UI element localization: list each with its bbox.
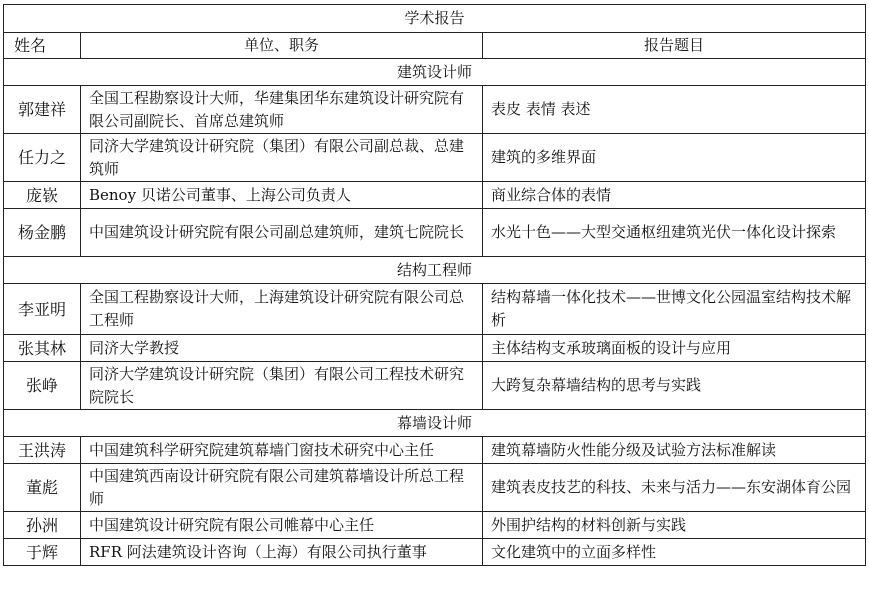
table-title-row bbox=[4, 5, 866, 33]
table-row bbox=[4, 362, 866, 410]
speaker-name: 郭建祥 bbox=[4, 86, 81, 134]
speaker-name: 李亚明 bbox=[4, 284, 81, 335]
table-row bbox=[4, 86, 866, 134]
table-row bbox=[4, 512, 866, 539]
speaker-name: 孙洲 bbox=[4, 512, 81, 539]
speaker-topic: 结构幕墙一体化技术——世博文化公园温室结构技术解析 bbox=[483, 284, 866, 335]
table-row bbox=[4, 464, 866, 512]
header-unit: 单位、职务 bbox=[81, 33, 483, 59]
section-row-structural-engineers bbox=[4, 257, 866, 284]
section-label: 幕墙设计师 bbox=[4, 410, 866, 437]
section-row-architects bbox=[4, 59, 866, 86]
table-row bbox=[4, 284, 866, 335]
table-row bbox=[4, 335, 866, 362]
speaker-topic: 大跨复杂幕墙结构的思考与实践 bbox=[483, 362, 866, 410]
section-row-curtain-wall-designers bbox=[4, 410, 866, 437]
table-row bbox=[4, 209, 866, 257]
speaker-topic: 建筑的多维界面 bbox=[483, 134, 866, 182]
speaker-unit: 全国工程勘察设计大师，上海建筑设计研究院有限公司总工程师 bbox=[81, 284, 483, 335]
report-table-container bbox=[3, 4, 865, 566]
table-row bbox=[4, 539, 866, 566]
section-label: 建筑设计师 bbox=[4, 59, 866, 86]
speaker-name: 杨金鹏 bbox=[4, 209, 81, 257]
header-name: 姓名 bbox=[4, 33, 81, 59]
speaker-unit: 全国工程勘察设计大师，华建集团华东建筑设计研究院有限公司副院长、首席总建筑师 bbox=[81, 86, 483, 134]
speaker-unit: 同济大学建筑设计研究院（集团）有限公司副总裁、总建筑师 bbox=[81, 134, 483, 182]
speaker-topic: 外围护结构的材料创新与实践 bbox=[483, 512, 866, 539]
table-header-row bbox=[4, 33, 866, 59]
academic-report-table bbox=[3, 4, 866, 566]
speaker-unit: 中国建筑设计研究院有限公司副总建筑师，建筑七院院长 bbox=[81, 209, 483, 257]
table-title: 学术报告 bbox=[4, 5, 866, 33]
speaker-name: 王洪涛 bbox=[4, 437, 81, 464]
speaker-unit: 同济大学教授 bbox=[81, 335, 483, 362]
speaker-topic: 建筑表皮技艺的科技、未来与活力——东安湖体育公园 bbox=[483, 464, 866, 512]
speaker-unit: Benoy 贝诺公司董事、上海公司负责人 bbox=[81, 182, 483, 209]
speaker-unit: RFR 阿法建筑设计咨询（上海）有限公司执行董事 bbox=[81, 539, 483, 566]
table-row bbox=[4, 134, 866, 182]
speaker-topic: 商业综合体的表情 bbox=[483, 182, 866, 209]
speaker-topic: 水光十色——大型交通枢纽建筑光伏一体化设计探索 bbox=[483, 209, 866, 257]
speaker-unit: 中国建筑西南设计研究院有限公司建筑幕墙设计所总工程师 bbox=[81, 464, 483, 512]
speaker-topic: 主体结构支承玻璃面板的设计与应用 bbox=[483, 335, 866, 362]
speaker-topic: 文化建筑中的立面多样性 bbox=[483, 539, 866, 566]
speaker-name: 董彪 bbox=[4, 464, 81, 512]
speaker-name: 于辉 bbox=[4, 539, 81, 566]
speaker-name: 张峥 bbox=[4, 362, 81, 410]
speaker-name: 任力之 bbox=[4, 134, 81, 182]
table-row bbox=[4, 182, 866, 209]
header-topic: 报告题目 bbox=[483, 33, 866, 59]
table-row bbox=[4, 437, 866, 464]
speaker-topic: 建筑幕墙防火性能分级及试验方法标准解读 bbox=[483, 437, 866, 464]
speaker-unit: 同济大学建筑设计研究院（集团）有限公司工程技术研究院院长 bbox=[81, 362, 483, 410]
speaker-name: 张其林 bbox=[4, 335, 81, 362]
section-label: 结构工程师 bbox=[4, 257, 866, 284]
speaker-topic: 表皮 表情 表述 bbox=[483, 86, 866, 134]
speaker-unit: 中国建筑科学研究院建筑幕墙门窗技术研究中心主任 bbox=[81, 437, 483, 464]
speaker-unit: 中国建筑设计研究院有限公司帷幕中心主任 bbox=[81, 512, 483, 539]
speaker-name: 庞嵚 bbox=[4, 182, 81, 209]
